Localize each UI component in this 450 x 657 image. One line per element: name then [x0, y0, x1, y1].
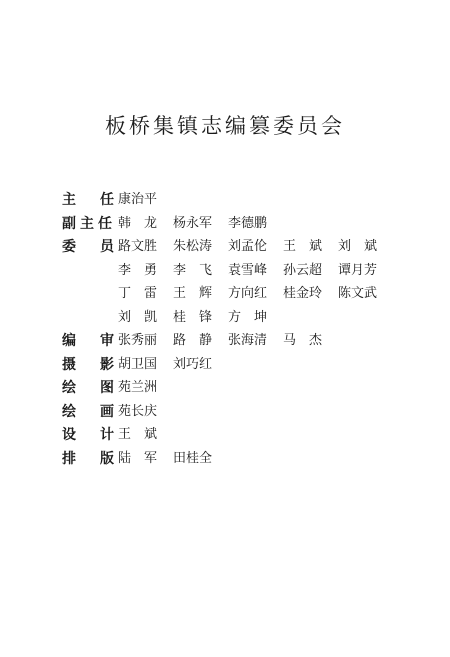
role-label: 主 任 [62, 192, 114, 208]
member-names [118, 283, 393, 305]
member-name: 李德鹏 [228, 215, 268, 231]
role-label: 排 版 [62, 450, 114, 467]
role-label: 摄 影 [62, 356, 114, 373]
member-name: 王 斌 [283, 239, 323, 254]
member-name: 朱松涛 [173, 239, 213, 254]
member-names [118, 189, 173, 211]
role-label: 副 主 任 [62, 215, 112, 232]
member-name: 丁 雷 [118, 286, 158, 301]
member-names [118, 260, 393, 282]
member-name: 田桂全 [173, 450, 213, 466]
member-name: 张海清 [228, 333, 268, 348]
member-name: 陆 军 [118, 450, 158, 466]
member-name: 刘巧红 [173, 356, 213, 372]
member-names [118, 213, 283, 235]
member-name: 胡卫国 [118, 356, 158, 372]
member-names [118, 236, 393, 258]
member-name: 苑兰洲 [118, 380, 158, 395]
member-names [118, 424, 173, 446]
member-name: 李 勇 [118, 262, 158, 278]
member-names [118, 307, 283, 329]
member-name: 孙云超 [283, 262, 323, 278]
member-name: 刘 凯 [118, 309, 158, 325]
member-name: 张秀丽 [118, 333, 158, 348]
member-name: 路 静 [173, 333, 213, 348]
member-names [118, 448, 228, 470]
member-names [118, 354, 228, 376]
role-label: 绘 图 [62, 380, 114, 396]
member-names [118, 377, 173, 399]
member-name: 桂金玲 [283, 286, 323, 301]
member-name: 李 飞 [173, 262, 213, 278]
member-name: 杨永军 [173, 215, 213, 231]
member-names [118, 330, 338, 352]
member-name: 王 斌 [118, 427, 158, 442]
member-name: 刘 斌 [338, 239, 378, 254]
member-name: 刘孟伦 [228, 239, 268, 254]
member-name: 方 坤 [228, 309, 268, 325]
page-title: 板桥集镇志编篡委员会 [105, 114, 345, 138]
member-name: 康治平 [118, 192, 158, 207]
role-label: 编 审 [62, 333, 114, 349]
member-name: 苑长庆 [118, 403, 158, 419]
member-name: 马 杰 [283, 333, 323, 348]
member-name: 路文胜 [118, 239, 158, 254]
role-label: 绘 画 [62, 403, 114, 420]
member-name: 方向红 [228, 286, 268, 301]
member-name: 陈文武 [338, 286, 378, 301]
role-label: 设 计 [62, 427, 114, 443]
member-name: 谭月芳 [338, 262, 378, 278]
member-name: 袁雪峰 [228, 262, 268, 278]
role-label: 委 员 [62, 239, 114, 255]
member-name: 桂 锋 [173, 309, 213, 325]
member-names [118, 401, 173, 423]
member-name: 韩 龙 [118, 215, 158, 231]
member-name: 王 辉 [173, 286, 213, 301]
